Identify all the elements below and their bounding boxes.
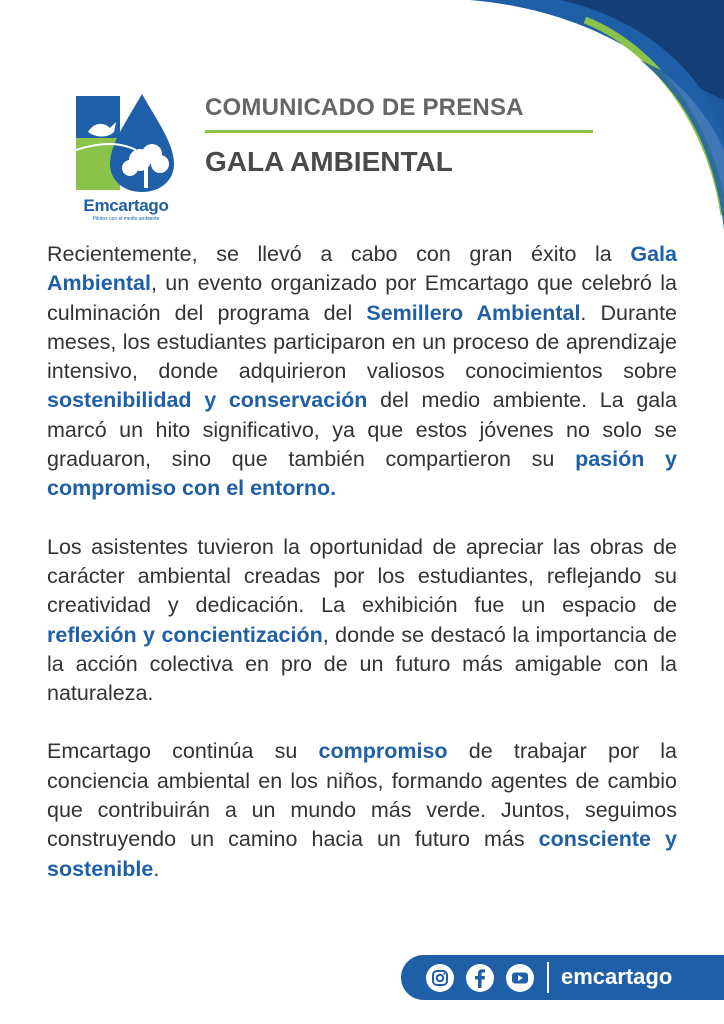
page-title: GALA AMBIENTAL [205, 146, 453, 177]
highlight-phrase: reflexión y concientización [47, 622, 323, 647]
highlight-phrase: compromiso [318, 739, 448, 764]
body-text: . [153, 856, 160, 881]
header-kicker: COMUNICADO DE PRENSA [205, 94, 524, 121]
body-text: , un evento organizado por Emcartago que celebró la culminación del programa del [47, 271, 677, 325]
emcartago-logo [70, 92, 182, 224]
header-divider [205, 130, 593, 133]
logo-tagline: Pilotos con el medio ambiente [92, 216, 160, 222]
logo-name: Emcartago [83, 196, 169, 215]
highlight-phrase: sostenibilidad y conservación [47, 388, 368, 413]
highlight-phrase: pasión y compromiso con el entorno. [47, 447, 677, 501]
instagram-icon[interactable] [425, 963, 455, 993]
highlight-phrase: Gala Ambiental [47, 242, 677, 296]
paragraph-3 [47, 737, 677, 883]
body-text: Emcartago continúa su [47, 739, 319, 764]
social-handle[interactable]: emcartago [561, 964, 673, 989]
body-text: Recientemente, se llevó a cabo con gran éxito la [47, 242, 631, 266]
body-text: . Durante meses, los estudiantes participaron en un proceso de aprendizaje intensivo, donde adquirieron valiosos conocimientos sobre [47, 300, 677, 384]
body-text: Los asistentes tuvieron la oportunidad de apreciar las obras de carácter ambiental creadas por los estudiantes, reflejando su creatividad y dedicación. La exhibición fue un espacio de [47, 534, 677, 618]
body-text: de trabajar por la conciencia ambiental en los niños, formando agentes de cambio que contribuirán a un mundo más verde. Juntos, seguimos construyendo un camino hacia un futuro más [47, 739, 677, 852]
social-divider [547, 962, 549, 993]
youtube-icon[interactable] [505, 963, 535, 993]
press-release-body [47, 240, 677, 913]
facebook-icon[interactable] [465, 963, 495, 993]
highlight-phrase: consciente y sostenible [47, 827, 678, 881]
body-text: , donde se destacó la importancia de la acción colectiva en pro de un futuro más amigable con la naturaleza. [47, 622, 677, 706]
paragraph-2 [47, 533, 677, 709]
logo-mark [70, 92, 182, 194]
social-bar [401, 955, 724, 1000]
paragraph-1 [47, 240, 677, 504]
body-text: del medio ambiente. La gala marcó un hito significativo, ya que estos jóvenes no solo se graduaron, sino que también compartieron su [47, 388, 677, 472]
highlight-phrase: Semillero Ambiental [366, 300, 581, 325]
